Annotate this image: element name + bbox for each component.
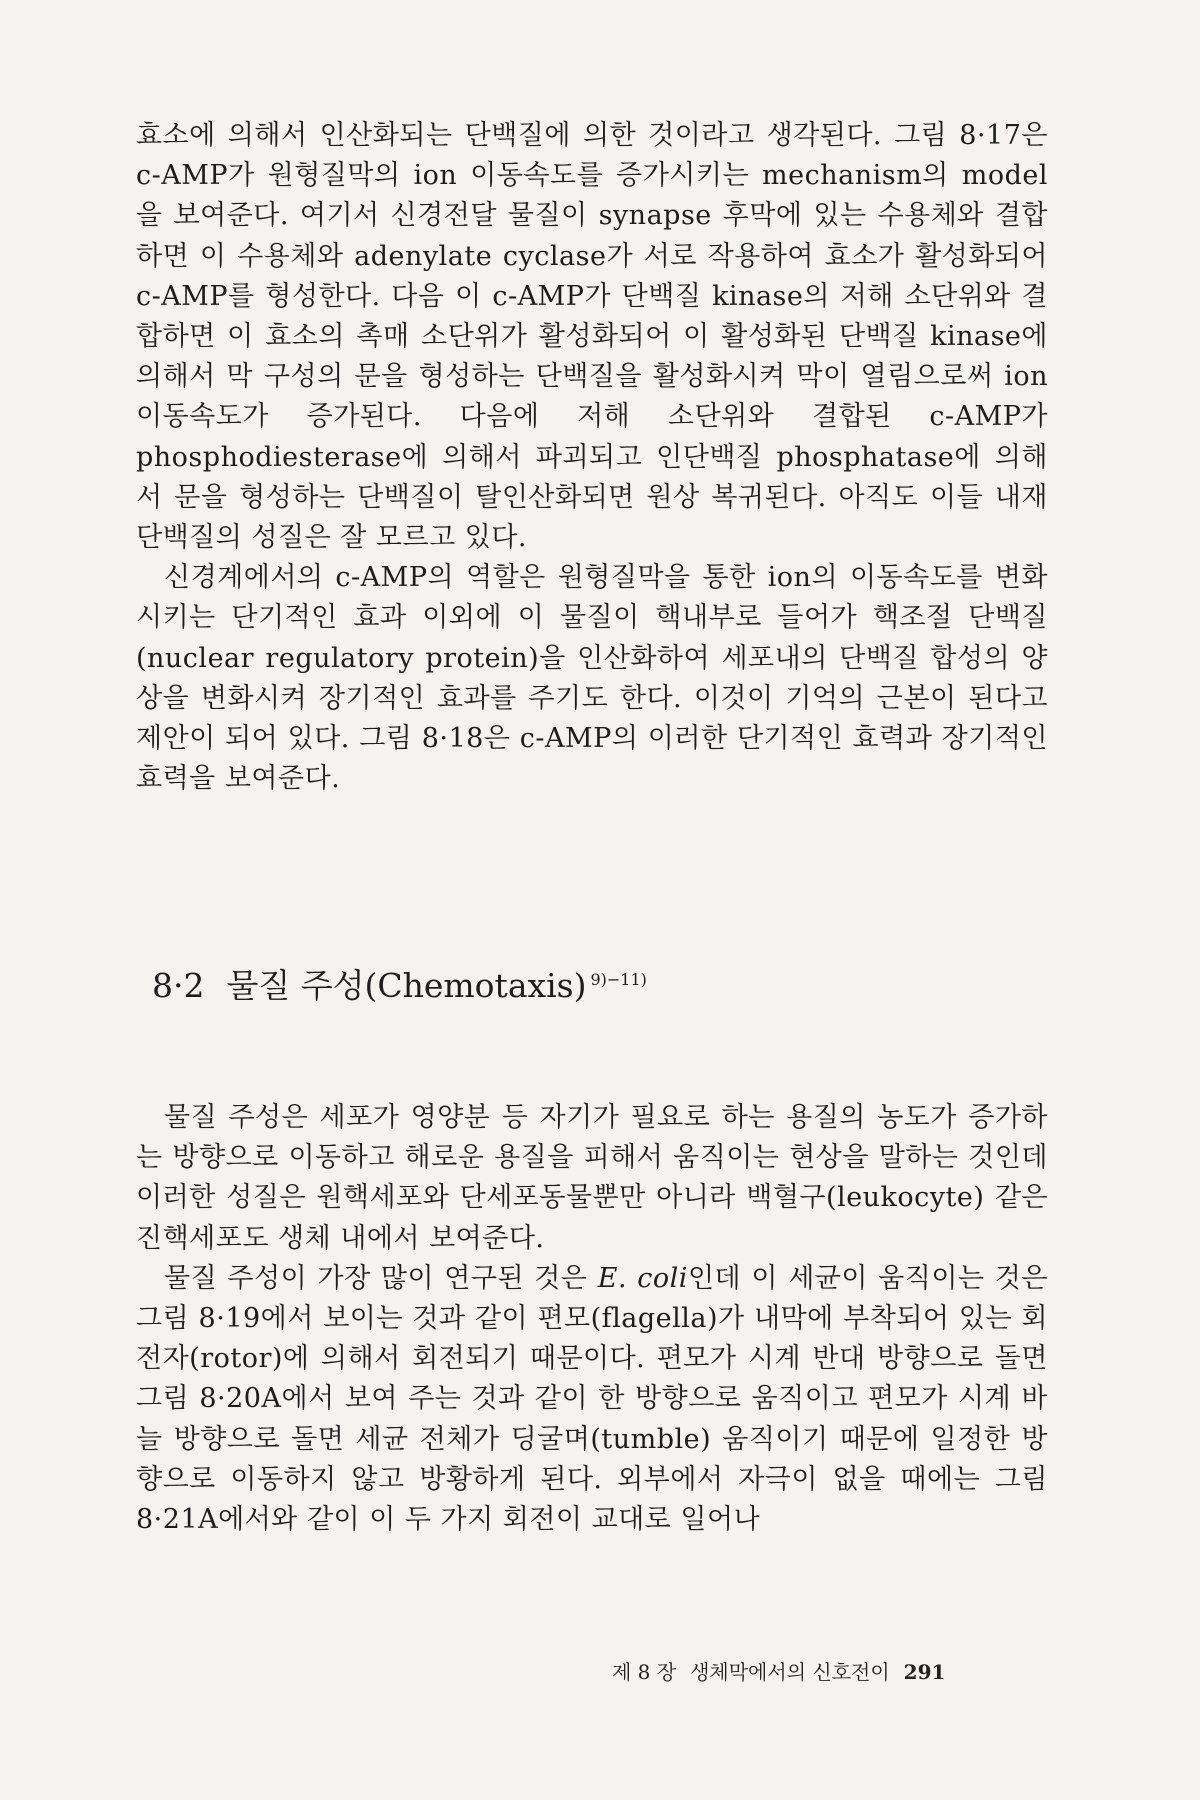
paragraph-chemotaxis-definition: 물질 주성은 세포가 영양분 등 자기가 필요로 하는 용질의 농도가 증가하는 방향으로 이동하고 해로운 용질을 피해서 움직이는 현상을 말하는 것인데 이러한 성질은 원핵세포와 단세포동물뿐만 아니라 백혈구(leukocyte) 같은 진핵세포도 생체 내에서 보여준다. (136, 1102, 1048, 1254)
section-heading (152, 958, 647, 1008)
section-title: 물질 주성(Chemotaxis) (226, 966, 587, 1005)
footer-chapter-title: 생체막에서의 신호전이 (690, 1660, 890, 1684)
paragraph-ecoli-body: 인데 이 세균이 움직이는 것은 그림 8·19에서 보이는 것과 같이 편모(flagella)가 내막에 부착되어 있는 회전자(rotor)에 의해서 회전되기 때문이다. 편모가 시계 반대 방향으로 돌면 그림 8·20A에서 보여 주는 것과 같이 한 방향으로 움직이고 편모가 시계 바늘 방향으로 돌면 세균 전체가 딩굴며(tumble) 움직이기 때문에 일정한 방향으로 이동하지 않고 방황하게 된다. 외부에서 자극이 없을 때에는 그림 8·21A에서와 같이 이 두 가지 회전이 교대로 일어나 (136, 1262, 1048, 1536)
paragraph-ecoli-chemotaxis (136, 1259, 1048, 1540)
organism-name: E. coli (597, 1262, 688, 1294)
paragraph-camp-mechanism: 효소에 의해서 인산화되는 단백질에 의한 것이라고 생각된다. 그림 8·17은 c-AMP가 원형질막의 ion 이동속도를 증가시키는 mechanism의 model을 보여준다. 여기서 신경전달 물질이 synapse 후막에 있는 수용체와 결합하면 이 수용체와 adenylate cyclase가 서로 작용하여 효소가 활성화되어 c-AMP를 형성한다. 다음 이 c-AMP가 단백질 kinase의 저해 소단위와 결합하면 이 효소의 촉매 소단위가 활성화되어 이 활성화된 단백질 kinase에 의해서 막 구성의 문을 형성하는 단백질을 활성화시켜 막이 열림으로써 ion 이동속도가 증가된다. 다음에 저해 소단위와 결합된 c-AMP가 phosphodiesterase에 의해서 파괴되고 인단백질 phosphatase에 의해서 문을 형성하는 단백질이 탈인산화되면 원상 복귀된다. 아직도 이들 내재단백질의 성질은 잘 모르고 있다. (136, 120, 1048, 554)
page-number: 291 (903, 1660, 946, 1684)
body-text-lower (136, 1098, 1048, 1540)
page-footer (612, 1658, 945, 1686)
paragraph-camp-role: 신경계에서의 c-AMP의 역할은 원형질막을 통한 ion의 이동속도를 변화시키는 단기적인 효과 이외에 이 물질이 핵내부로 들어가 핵조절 단백질(nuclear regulatory protein)을 인산화하여 세포내의 단백질 합성의 양상을 변화시켜 장기적인 효과를 주기도 한다. 이것이 기억의 근본이 된다고 제안이 되어 있다. 그림 8·18은 c-AMP의 이러한 단기적인 효력과 장기적인 효력을 보여준다. (136, 562, 1048, 795)
footer-chapter: 제 8 장 (612, 1660, 677, 1684)
body-text-upper (136, 116, 1048, 799)
section-number: 8·2 (152, 966, 205, 1005)
section-references: 9)−11) (590, 970, 647, 989)
paragraph-ecoli-intro: 물질 주성이 가장 많이 연구된 것은 (164, 1262, 598, 1294)
